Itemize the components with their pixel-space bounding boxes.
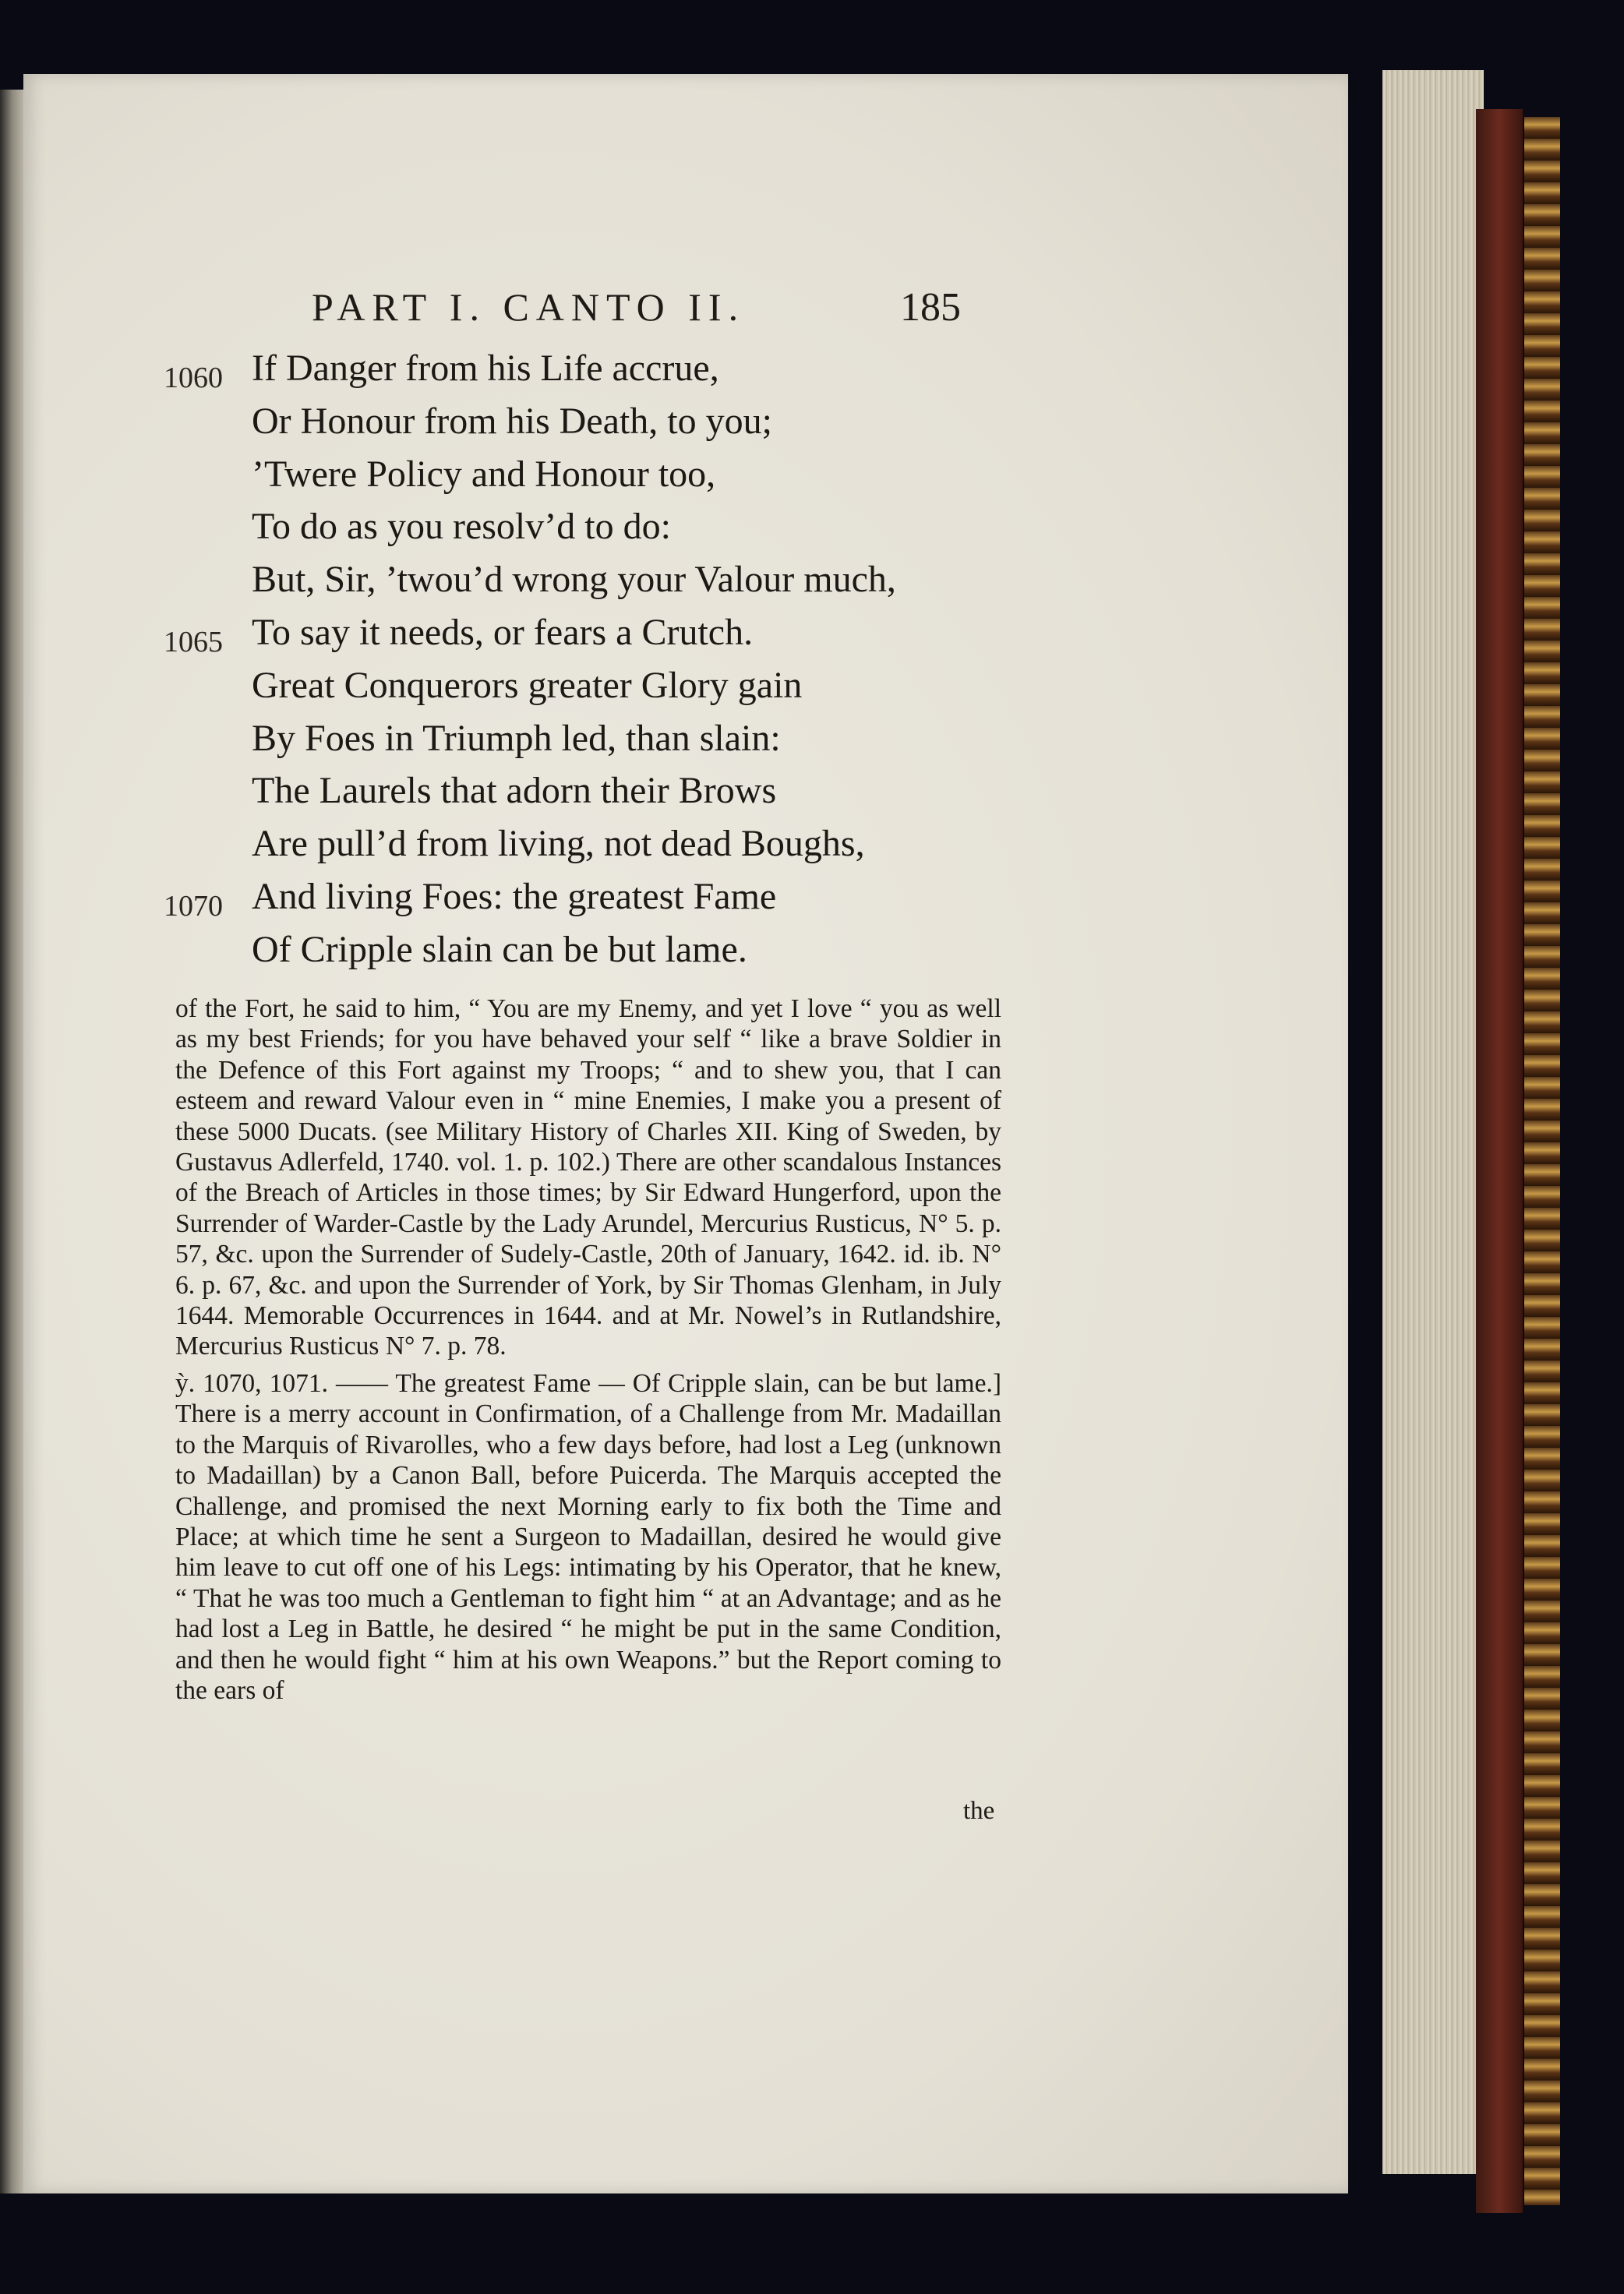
verse-line	[164, 558, 1099, 611]
verse-line	[164, 717, 1099, 770]
verse-line	[164, 822, 1099, 875]
line-number: 1070	[164, 889, 223, 923]
footnotes	[175, 993, 1001, 1712]
verse-line	[164, 664, 1099, 717]
verse-text: If Danger from his Life accrue,	[252, 348, 719, 389]
verse-text: Are pull’d from living, not dead Boughs,	[252, 823, 865, 865]
line-number: 1060	[164, 362, 223, 394]
footnote-paragraph: ỳ. 1070, 1071. —— The greatest Fame — Of Cripple slain, can be but lame.] There is a merry account in Confirmation, of a Challenge from Mr. Madaillan to the Marquis of Rivarolles, who a few days before, had lost a Leg (unknown to Madaillan) by a Canon Ball, before Puicerda. The Marquis accepted the Challenge, and promised the next Morning early to fix both the Time and Place; at which time he sent a Surgeon to Madaillan, desired he would give him leave to cut off one of his Legs: intimating by his Operator, that he knew, “ That he was too much a Gentleman to fight him “ at an Advantage; and as he had lost a Leg in Battle, he desired “ he might be put in the same Condition, and then he would fight “ him at his own Weapons.” but the Report coming to the ears of	[175, 1368, 1001, 1705]
verse-line	[164, 347, 1099, 400]
verse-line	[164, 400, 1099, 453]
verse-block	[164, 347, 1099, 981]
verse-line	[164, 875, 1099, 928]
verse-text: The Laurels that adorn their Brows	[252, 770, 777, 812]
verse-text: Or Honour from his Death, to you;	[252, 400, 772, 442]
verse-text: By Foes in Triumph led, than slain:	[252, 717, 781, 759]
spine-gilt-decoration	[1524, 117, 1560, 2205]
verse-line	[164, 928, 1099, 981]
verse-line	[164, 611, 1099, 664]
page-number: 185	[900, 285, 961, 330]
footnote-paragraph: of the Fort, he said to him, “ You are my Enemy, and yet I love “ you as well as my best Friends; for you have behaved your self “ like a brave Soldier in the Defence of this Fort against my Troops; “ and to shew you, that I can esteem and reward Valour even in “ mine Enemies, I make you a present of these 5000 Ducats. (see Military History of Charles XII. King of Sweden, by Gustavus Adlerfeld, 1740. vol. 1. p. 102.) There are other scandalous Instances of the Breach of Articles in those times; by Sir Edward Hungerford, upon the Surrender of Warder-Castle by the Lady Arundel, Mercurius Rusticus, N° 5. p. 57, &c. upon the Surrender of Sudely-Castle, 20th of January, 1642. id. ib. N° 6. p. 67, &c. and upon the Surrender of York, by Sir Thomas Glenham, in July 1644. Memorable Occurrences in 1644. and at Mr. Nowel’s in Rutlandshire, Mercurius Rusticus N° 7. p. 78.	[175, 994, 1001, 1361]
verse-line	[164, 453, 1099, 506]
page-header	[312, 284, 1091, 339]
background-corner	[0, 0, 23, 101]
book-spine	[1476, 109, 1523, 2213]
running-head: PART I. CANTO II.	[312, 285, 746, 329]
verse-line	[164, 769, 1099, 822]
verse-text: And living Foes: the greatest Fame	[252, 875, 777, 917]
page-edges	[1382, 70, 1484, 2174]
verse-text: Great Conquerors greater Glory gain	[252, 664, 803, 706]
verse-text: To say it needs, or fears a Crutch.	[252, 611, 754, 653]
catchword: the	[963, 1797, 995, 1825]
verse-text: ’Twere Policy and Honour too,	[252, 453, 716, 495]
verse-line	[164, 505, 1099, 558]
verse-text: To do as you resolv’d to do:	[252, 506, 671, 548]
verse-text: But, Sir, ’twou’d wrong your Valour much,	[252, 559, 896, 601]
line-number: 1065	[164, 625, 223, 658]
verse-text: Of Cripple slain can be but lame.	[252, 928, 747, 970]
